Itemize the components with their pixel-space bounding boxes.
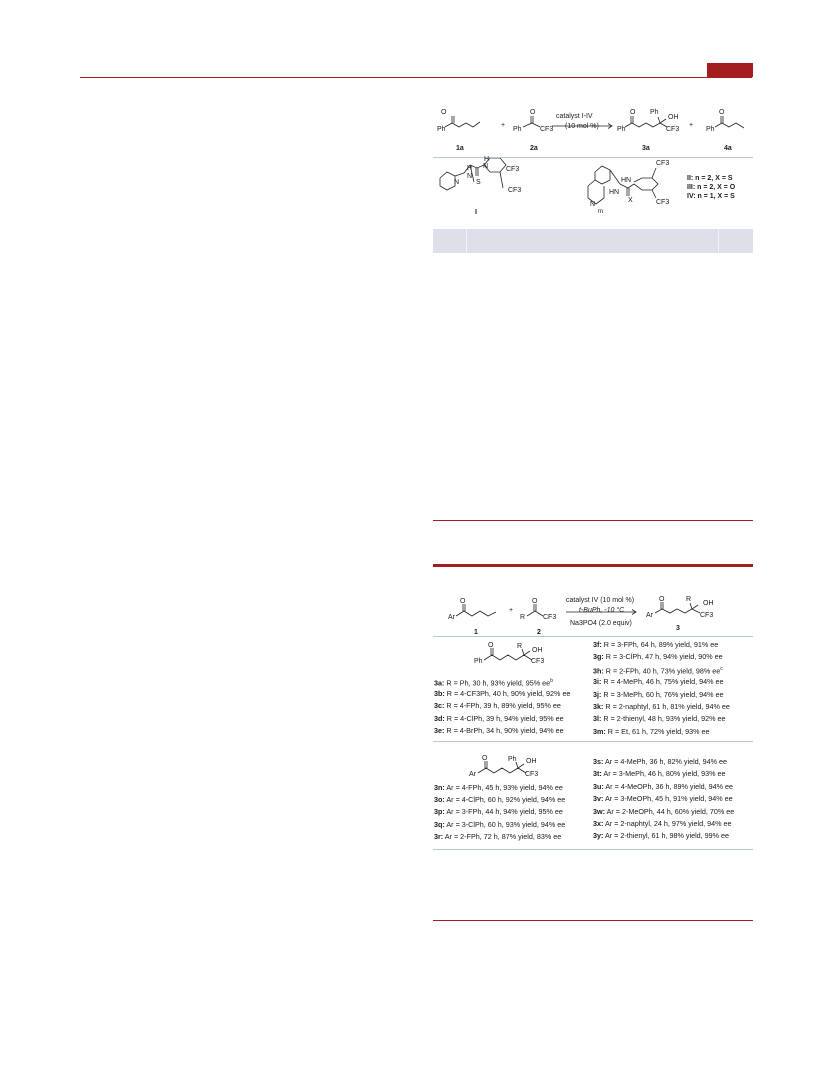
cat-I-S: S (476, 179, 481, 186)
scheme1-Ph-3a-top: Ph (650, 109, 659, 116)
cat-I-N: N (483, 163, 489, 170)
scheme2-CF3-3: CF3 (700, 612, 714, 619)
block2-Ar: Ar (469, 771, 476, 778)
scheme2-plus: + (509, 607, 514, 614)
scheme1-Ph-3a: Ph (617, 126, 626, 133)
footnote-marker: c (720, 665, 723, 672)
product-details: Ar = 4-ClPh, 60 h, 92% yield, 94% ee (444, 795, 566, 805)
scheme1-O-3a: O (630, 109, 636, 116)
product-details: Ar = 2-FPh, 72 h, 87% yield, 83% ee (443, 831, 562, 841)
product-entry (593, 831, 729, 840)
product-id: 3o: (434, 795, 445, 805)
scheme2-separator-top (433, 636, 753, 637)
plus-sign-2: + (689, 122, 694, 129)
product-details: R = 4-BrPh, 34 h, 90% yield, 94% ee (444, 725, 564, 735)
product-details: R = 4-MePh, 46 h, 75% yield, 94% ee (601, 677, 724, 687)
product-id: 3t: (593, 769, 602, 779)
catalyst-legend-IV: IV: n = 1, X = S (687, 193, 735, 200)
block1-CF3: CF3 (531, 658, 545, 665)
product-id: 3r: (434, 831, 444, 841)
catalyst-legend-II: II: n = 2, X = S (687, 175, 733, 182)
product-entry (434, 783, 563, 792)
block1-R: R (517, 643, 523, 650)
product-details: R = 3-ClPh, 47 h, 94% yield, 90% ee (603, 652, 723, 662)
cat-II-HN-bottom: HN (609, 189, 620, 196)
product-details: Ar = 3-MeOPh, 45 h, 91% yield, 94% ee (603, 794, 733, 804)
scheme2-bottom-rule (433, 920, 753, 921)
block2-OH: OH (526, 758, 537, 765)
product-entry (593, 769, 725, 778)
product-id: 3c: (434, 701, 445, 711)
scheme2-separator-middle (433, 741, 753, 742)
product-details: R = 2-naphtyl, 61 h, 81% yield, 94% ee (603, 702, 730, 711)
scheme2-Ar-3: Ar (646, 612, 653, 619)
product-details: Ar = 4-MePh, 36 h, 82% yield, 94% ee (603, 757, 728, 766)
cat-II-m: m (598, 209, 603, 215)
label-catalyst-I: I (475, 209, 477, 216)
scheme2-R-3: R (686, 596, 692, 603)
product-id: 3p: (434, 807, 445, 817)
scheme1-CF3-3a: CF3 (666, 126, 680, 133)
block2-CF3: CF3 (525, 771, 539, 778)
scheme2-separator-bottom (433, 849, 753, 850)
block1-O: O (488, 642, 494, 649)
plus-sign-1: + (501, 122, 506, 129)
product-details: R = Ph, 30 h, 93% yield, 95% ee (444, 678, 551, 688)
product-entry (593, 757, 727, 766)
scheme2-Ar-1: Ar (448, 614, 455, 621)
scheme1-Ph-4a: Ph (706, 126, 715, 133)
product-id: 3k: (593, 702, 604, 711)
product-details: Ar = 3-FPh, 44 h, 94% yield, 95% ee (444, 807, 563, 817)
block1-OH: OH (532, 647, 543, 654)
product-id: 3e: (434, 725, 445, 735)
product-id: 3a: (434, 678, 445, 688)
product-id: 3g: (593, 652, 604, 662)
product-entry (434, 807, 563, 816)
product-details: Ar = 4-FPh, 45 h, 93% yield, 94% ee (444, 783, 563, 792)
product-details: R = 4-CF3Ph, 40 h, 90% yield, 92% ee (444, 689, 571, 699)
cat-II-CF3-bottom: CF3 (656, 199, 670, 206)
cat-I-piperidine-N: N (454, 179, 460, 186)
product-id: 3q: (434, 819, 445, 829)
block2-Ph: Ph (508, 756, 517, 763)
product-id: 3h: (593, 666, 604, 676)
product-entry (434, 832, 561, 841)
product-details: Ar = 2-naphtyl, 24 h, 97% yield, 94% ee (603, 819, 732, 828)
scheme2-CF3-2: CF3 (543, 614, 557, 621)
product-id: 3s: (593, 757, 604, 766)
label-1: 1 (474, 629, 478, 636)
product-entry (593, 652, 723, 661)
cat-II-X: X (628, 197, 633, 204)
scheme2-O-3: O (659, 596, 665, 603)
product-entry (593, 714, 725, 723)
arrow-condition-top: catalyst I-IV (556, 113, 593, 120)
cat-I-H2: H (484, 156, 490, 163)
cat-I-CF3-bottom: CF3 (508, 187, 522, 194)
block1-Ph: Ph (474, 658, 483, 665)
product-entry (434, 820, 565, 829)
arrow-condition-bottom: (10 mol %) (565, 123, 599, 130)
product-id: 3n: (434, 783, 445, 792)
cat-II-HN-top: HN (621, 177, 632, 184)
label-2: 2 (537, 629, 541, 636)
product-entry (593, 794, 733, 803)
product-id: 3m: (593, 726, 606, 736)
product-entry (434, 714, 564, 723)
label-2a: 2a (530, 145, 538, 152)
product-id: 3i: (593, 677, 602, 687)
product-details: R = 2-thienyl, 48 h, 93% yield, 92% ee (601, 714, 726, 724)
product-details: R = 3-MePh, 60 h, 76% yield, 94% ee (601, 689, 724, 699)
scheme2-condition-3: Na3PO4 (2.0 equiv) (570, 620, 632, 627)
product-details: Ar = 4-MeOPh, 36 h, 89% yield, 94% ee (603, 781, 734, 791)
product-id: 3d: (434, 713, 445, 723)
product-details: R = 4-ClPh, 39 h, 94% yield, 95% ee (444, 713, 564, 723)
cat-I-NH-label: N (467, 173, 473, 180)
product-entry (434, 795, 565, 804)
product-id: 3b: (434, 689, 445, 699)
product-details: R = Et, 61 h, 72% yield, 93% ee (605, 726, 710, 736)
product-details: Ar = 2-MeOPh, 44 h, 60% yield, 70% ee (604, 806, 735, 816)
scheme1-O-4a: O (719, 109, 725, 116)
scheme2-condition-2: t-BuPh, -10 °C (579, 607, 625, 614)
product-entry (434, 677, 553, 687)
product-entry (593, 702, 730, 711)
product-entry (434, 701, 561, 710)
product-entry (593, 807, 734, 816)
product-id: 3y: (593, 831, 604, 841)
scheme1-O-2a: O (530, 109, 536, 116)
label-3: 3 (676, 625, 680, 632)
footnote-marker: b (550, 678, 553, 684)
product-details: Ar = 2-thienyl, 61 h, 98% yield, 99% ee (603, 831, 730, 841)
product-entry (593, 665, 723, 675)
cat-I-CF3-top: CF3 (506, 166, 520, 173)
catalyst-legend-III: III: n = 2, X = O (687, 184, 736, 191)
product-entry (434, 689, 570, 698)
block2-O: O (482, 755, 488, 762)
cat-II-CF3-top: CF3 (656, 160, 670, 167)
product-id: 3x: (593, 819, 604, 828)
scheme2-R-2: R (520, 614, 526, 621)
product-details: Ar = 3-ClPh, 60 h, 93% yield, 94% ee (444, 819, 566, 829)
product-details: R = 4-FPh, 39 h, 89% yield, 95% ee (444, 701, 561, 711)
label-1a: 1a (456, 145, 464, 152)
product-id: 3u: (593, 781, 604, 791)
scheme1-OH-3a: OH (668, 114, 679, 121)
product-id: 3w: (593, 806, 605, 816)
product-entry (434, 726, 564, 735)
product-entry (593, 819, 731, 828)
scheme1-Ph-1a: Ph (437, 126, 446, 133)
product-details: R = 2-FPh, 40 h, 73% yield, 98% ee (603, 666, 721, 676)
label-4a: 4a (724, 145, 732, 152)
product-entry (593, 677, 723, 686)
scheme1-Ph-2a: Ph (513, 126, 522, 133)
product-entry (593, 640, 718, 649)
product-id: 3f: (593, 640, 602, 649)
product-entry (593, 727, 709, 736)
scheme2-condition-1: catalyst IV (10 mol %) (566, 597, 635, 604)
product-details: R = 3-FPh, 64 h, 89% yield, 91% ee (601, 640, 719, 649)
product-id: 3j: (593, 689, 602, 699)
scheme1-O-1a: O (441, 109, 447, 116)
scheme2-OH-3: OH (703, 600, 714, 607)
cat-II-pyrrolidine-N: N (590, 201, 596, 208)
label-3a: 3a (642, 145, 650, 152)
product-id: 3l: (593, 714, 602, 724)
cat-I-H1: H (467, 165, 473, 172)
product-entry (593, 690, 723, 699)
scheme2-O-2: O (532, 598, 538, 605)
product-entry (593, 782, 733, 791)
scheme1-CF3-2a: CF3 (540, 126, 554, 133)
product-id: 3v: (593, 794, 604, 804)
product-details: Ar = 3-MePh, 46 h, 80% yield, 93% ee (601, 769, 726, 779)
scheme2-O-1: O (460, 598, 466, 605)
